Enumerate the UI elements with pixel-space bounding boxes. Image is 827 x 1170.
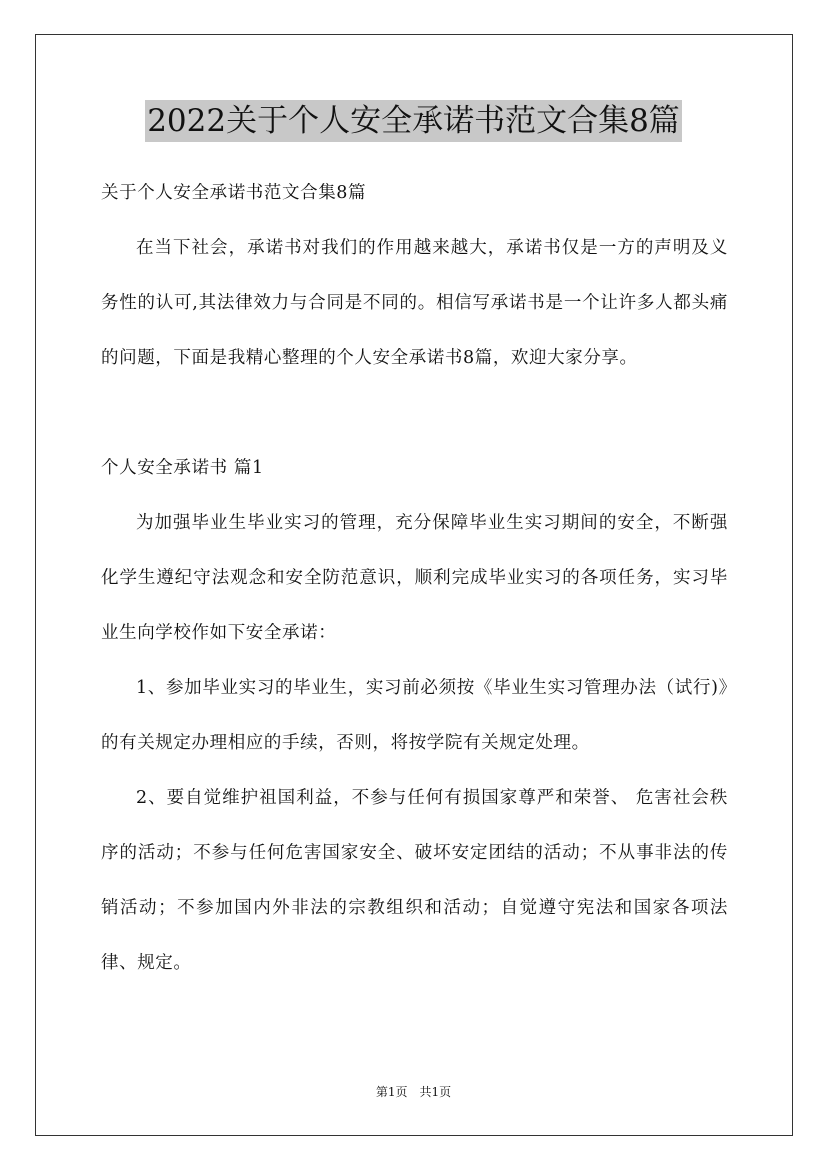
section-heading: 个人安全承诺书 篇1 (101, 458, 264, 478)
document-body (101, 166, 728, 991)
body-paragraph: 为加强毕业生毕业实习的管理，充分保障毕业生实习期间的安全，不断强化学生遵纪守法观念和安全防范意识，顺利完成毕业实习的各项任务，实习毕业生向学校作如下安全承诺： (101, 513, 728, 643)
document-subtitle: 关于个人安全承诺书范文合集8篇 (101, 183, 367, 203)
body-paragraph: 2、要自觉维护祖国利益，不参与任何有损国家尊严和荣誉、 危害社会秩序的活动；不参与任何危害国家安全、破坏安定团结的活动；不从事非法的传销活动；不参加国内外非法的宗教组织和活动；自觉遵守宪法和国家各项法律、规定。 (101, 788, 728, 973)
intro-paragraph: 在当下社会，承诺书对我们的作用越来越大，承诺书仅是一方的声明及义务性的认可,其法律效力与合同是不同的。相信写承诺书是一个让许多人都头痛的问题，下面是我精心整理的个人安全承诺书8篇，欢迎大家分享。 (101, 238, 728, 368)
section-gap (101, 386, 728, 441)
body-paragraph: 1、参加毕业实习的毕业生，实习前必须按《毕业生实习管理办法（试行)》的有关规定办理相应的手续，否则，将按学院有关规定处理。 (101, 678, 728, 753)
document-title: 2022关于个人安全承诺书范文合集8篇 (145, 100, 682, 142)
document-title-wrapper (0, 100, 827, 148)
page-footer: 第1页 共1页 (375, 1085, 452, 1099)
